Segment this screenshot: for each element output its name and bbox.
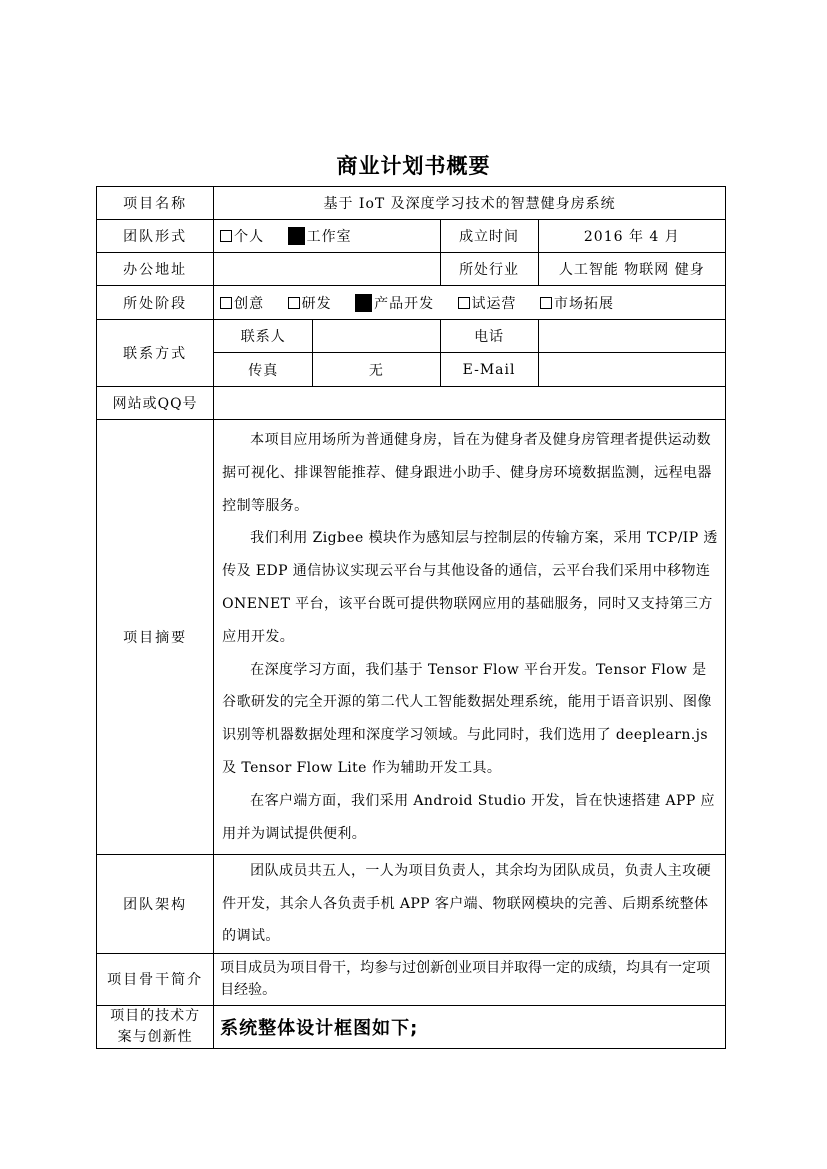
contact-person-value [313,320,440,353]
row-office [97,253,726,286]
summary-label: 项目摘要 [97,420,214,855]
row-summary [97,420,726,855]
team-form-options [214,220,440,253]
checkbox-empty-icon [288,297,300,309]
project-name-value: 基于 IoT 及深度学习技术的智慧健身房系统 [214,187,726,220]
checkbox-empty-icon [458,297,470,309]
website-label: 网站或QQ号 [97,387,214,420]
row-project-name [97,187,726,220]
founded-label: 成立时间 [440,220,538,253]
core-members-content [214,953,726,1005]
office-value [214,253,440,286]
contact-person-label: 联系人 [214,320,313,353]
founded-value: 2016 年 4 月 [538,220,725,253]
summary-paragraph: 本项目应用场所为普通健身房，旨在为健身者及健身房管理者提供运动数据可视化、排课智能推荐、健身跟进小助手、健身房环境数据监测，远程电器控制等服务。 [222,432,712,514]
option-research[interactable]: 研发 [288,296,332,312]
row-stage [97,286,726,320]
option-market[interactable]: 市场拓展 [540,296,614,312]
tech-label-line1: 项目的技术方 [110,1007,201,1024]
option-product-dev[interactable]: 产品开发 [355,296,434,312]
stage-label: 所处阶段 [97,286,214,320]
tech-heading: 系统整体设计框图如下; [214,1005,726,1048]
row-tech [97,1005,726,1048]
page-title: 商业计划书概要 [336,153,491,178]
office-label: 办公地址 [97,253,214,286]
team-structure-content [214,855,726,954]
team-form-label: 团队形式 [97,220,214,253]
option-idea[interactable]: 创意 [220,296,264,312]
phone-label: 电话 [440,320,538,353]
project-name-label: 项目名称 [97,187,214,220]
fax-label: 传真 [214,353,313,387]
summary-paragraph: 在深度学习方面，我们基于 Tensor Flow 平台开发。Tensor Flow 是谷歌研发的完全开源的第二代人工智能数据处理系统，能用于语音识别、图像识别等机器数据处理和深度学习领域。与此同时，我们选用了 deeplearn.js 及 Tensor Flow Lite 作为辅助开发工具。 [222,661,712,776]
row-contact-1 [97,320,726,353]
email-label: E-Mail [440,353,538,387]
contact-label: 联系方式 [97,320,214,387]
business-plan-table [96,186,726,1049]
summary-paragraph: 我们利用 Zigbee 模块作为感知层与控制层的传输方案，采用 TCP/IP 透传及 EDP 通信协议实现云平台与其他设备的通信，云平台我们采用中移物连 ONENET 平台，该平台既可提供物联网应用的基础服务，同时又支持第三方应用开发。 [222,530,718,645]
checkbox-empty-icon [220,230,232,242]
option-studio[interactable]: 工作室 [288,229,352,245]
tech-label-line2: 案与创新性 [117,1028,193,1045]
fax-value: 无 [313,353,440,387]
checkbox-filled-icon [355,294,372,312]
row-website [97,387,726,420]
phone-value [538,320,725,353]
row-team-form [97,220,726,253]
summary-paragraph: 在客户端方面，我们采用 Android Studio 开发，旨在快速搭建 APP 应用并为调试提供便利。 [222,792,715,842]
team-structure-text: 团队成员共五人，一人为项目负责人，其余均为团队成员，负责人主攻硬件开发，其余人各负责手机 APP 客户端、物联网模块的完善、后期系统整体的调试。 [222,863,711,945]
core-members-label: 项目骨干简介 [97,953,214,1005]
industry-value: 人工智能 物联网 健身 [538,253,725,286]
row-team-structure [97,855,726,954]
checkbox-filled-icon [288,227,305,245]
summary-content [214,420,726,855]
option-individual[interactable]: 个人 [220,229,264,245]
core-members-text: 项目成员为项目骨干，均参与过创新创业项目并取得一定的成绩，均具有一定项目经验。 [220,960,711,999]
website-value [214,387,726,420]
checkbox-empty-icon [220,297,232,309]
email-value [538,353,725,387]
stage-options [214,286,726,320]
team-structure-label: 团队架构 [97,855,214,954]
tech-label [97,1005,214,1048]
row-core-members [97,953,726,1005]
option-trial[interactable]: 试运营 [458,296,517,312]
checkbox-empty-icon [540,297,552,309]
industry-label: 所处行业 [440,253,538,286]
